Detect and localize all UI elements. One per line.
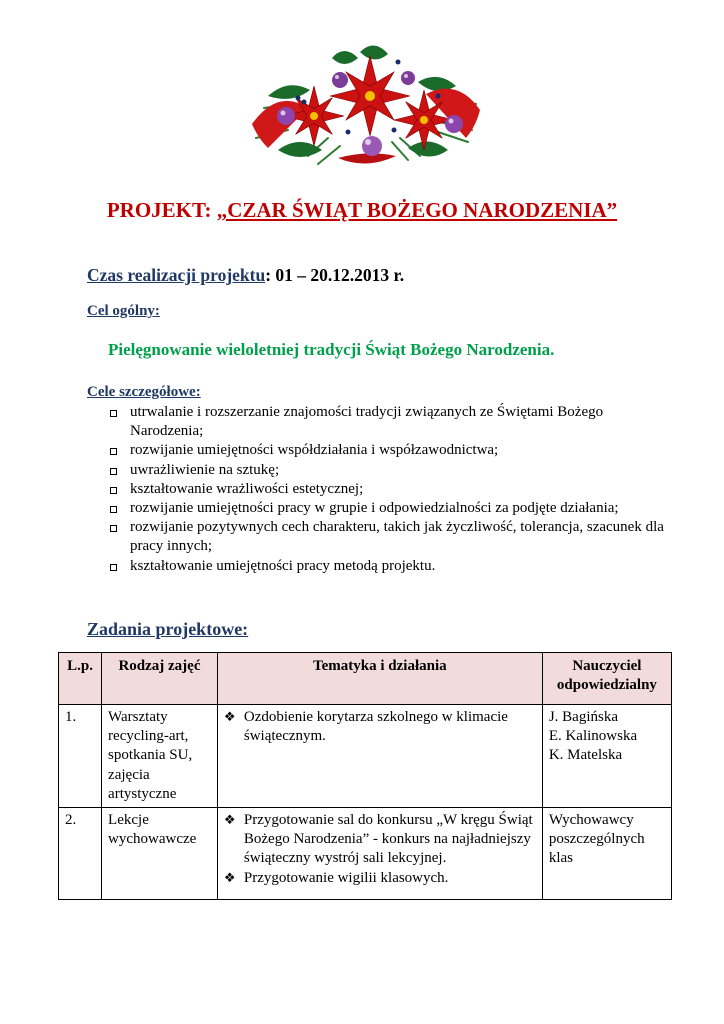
diamond-bullet-icon: ❖ bbox=[223, 710, 236, 725]
realization-time bbox=[87, 265, 404, 286]
cell-lp: 1. bbox=[59, 705, 102, 808]
list-item: kształtowanie umiejętności pracy metodą projektu. bbox=[106, 557, 666, 576]
table-row bbox=[59, 705, 672, 808]
table-header-row bbox=[59, 653, 672, 705]
cell-type: Lekcje wychowawcze bbox=[102, 808, 218, 900]
list-item: uwrażliwienie na sztukę; bbox=[106, 461, 666, 480]
list-item: rozwijanie umiejętności pracy w grupie i odpowiedzialności za podjęte działania; bbox=[106, 499, 666, 518]
teacher-name: E. Kalinowska bbox=[548, 728, 638, 745]
tasks-table bbox=[58, 652, 672, 900]
cell-activities bbox=[217, 705, 542, 808]
general-goal-label: Cel ogólny: bbox=[87, 303, 160, 319]
cell-type: Warsztaty recycling-art, spotkania SU, zajęcia artystyczne bbox=[102, 705, 218, 808]
table-row bbox=[59, 808, 672, 900]
general-goal-text: Pielęgnowanie wieloletniej tradycji Świąt Bożego Narodzenia. bbox=[108, 340, 555, 359]
square-bullet-icon bbox=[110, 506, 117, 513]
activity-item: ❖ Przygotowanie wigilii klasowych. bbox=[224, 869, 536, 888]
square-bullet-icon bbox=[110, 564, 117, 571]
objectives-list bbox=[106, 403, 666, 576]
title-prefix: PROJEKT: bbox=[106, 198, 217, 222]
activity-item: ❖ Ozdobienie korytarza szkolnego w klimacie świątecznym. bbox=[223, 709, 508, 745]
realization-time-value: : 01 – 20.12.2013 r. bbox=[265, 265, 405, 285]
cell-teachers: Wychowawcy poszczególnych klas bbox=[542, 808, 671, 900]
list-item: rozwijanie umiejętności współdziałania i współzawodnictwa; bbox=[106, 441, 666, 460]
cell-activities bbox=[217, 808, 542, 900]
document-title bbox=[0, 198, 724, 223]
diamond-bullet-icon: ❖ bbox=[223, 813, 236, 829]
list-item: utrwalanie i rozszerzanie znajomości tradycji związanych ze Świętami Bożego Narodzenia; bbox=[106, 403, 666, 441]
square-bullet-icon bbox=[110, 487, 117, 494]
tasks-label: Zadania projektowe: bbox=[87, 619, 249, 639]
list-item: rozwijanie pozytywnych cech charakteru, takich jak życzliwość, tolerancja, szacunek dla pracy innych; bbox=[106, 518, 666, 556]
header-activities: Tematyka i działania bbox=[217, 653, 542, 705]
header-lp: L.p. bbox=[59, 653, 102, 705]
cell-lp: 2. bbox=[59, 808, 102, 900]
square-bullet-icon bbox=[110, 448, 117, 455]
diamond-bullet-icon: ❖ bbox=[223, 870, 236, 886]
cell-teachers bbox=[542, 705, 671, 808]
list-item: kształtowanie wrażliwości estetycznej; bbox=[106, 480, 666, 499]
poinsettia-garland-icon bbox=[248, 38, 484, 174]
title-main: „CZAR ŚWIĄT BOŻEGO NARODZENIA” bbox=[216, 198, 618, 222]
square-bullet-icon bbox=[110, 410, 117, 417]
teacher-name: J. Bagińska bbox=[548, 709, 618, 725]
square-bullet-icon bbox=[110, 468, 117, 475]
teacher-name: K. Matelska bbox=[548, 747, 623, 764]
activity-item: ❖ Przygotowanie sal do konkursu „W kręgu Świąt Bożego Narodzenia” - konkurs na najładniejszy świąteczny wystrój sali lekcyjnej. bbox=[223, 812, 533, 867]
header-type: Rodzaj zajęć bbox=[102, 653, 218, 705]
realization-time-label: Czas realizacji projektu bbox=[87, 265, 266, 285]
objectives-label: Cele szczegółowe: bbox=[87, 384, 201, 400]
header-teacher: Nauczyciel odpowiedzialny bbox=[542, 653, 671, 705]
square-bullet-icon bbox=[110, 525, 117, 532]
